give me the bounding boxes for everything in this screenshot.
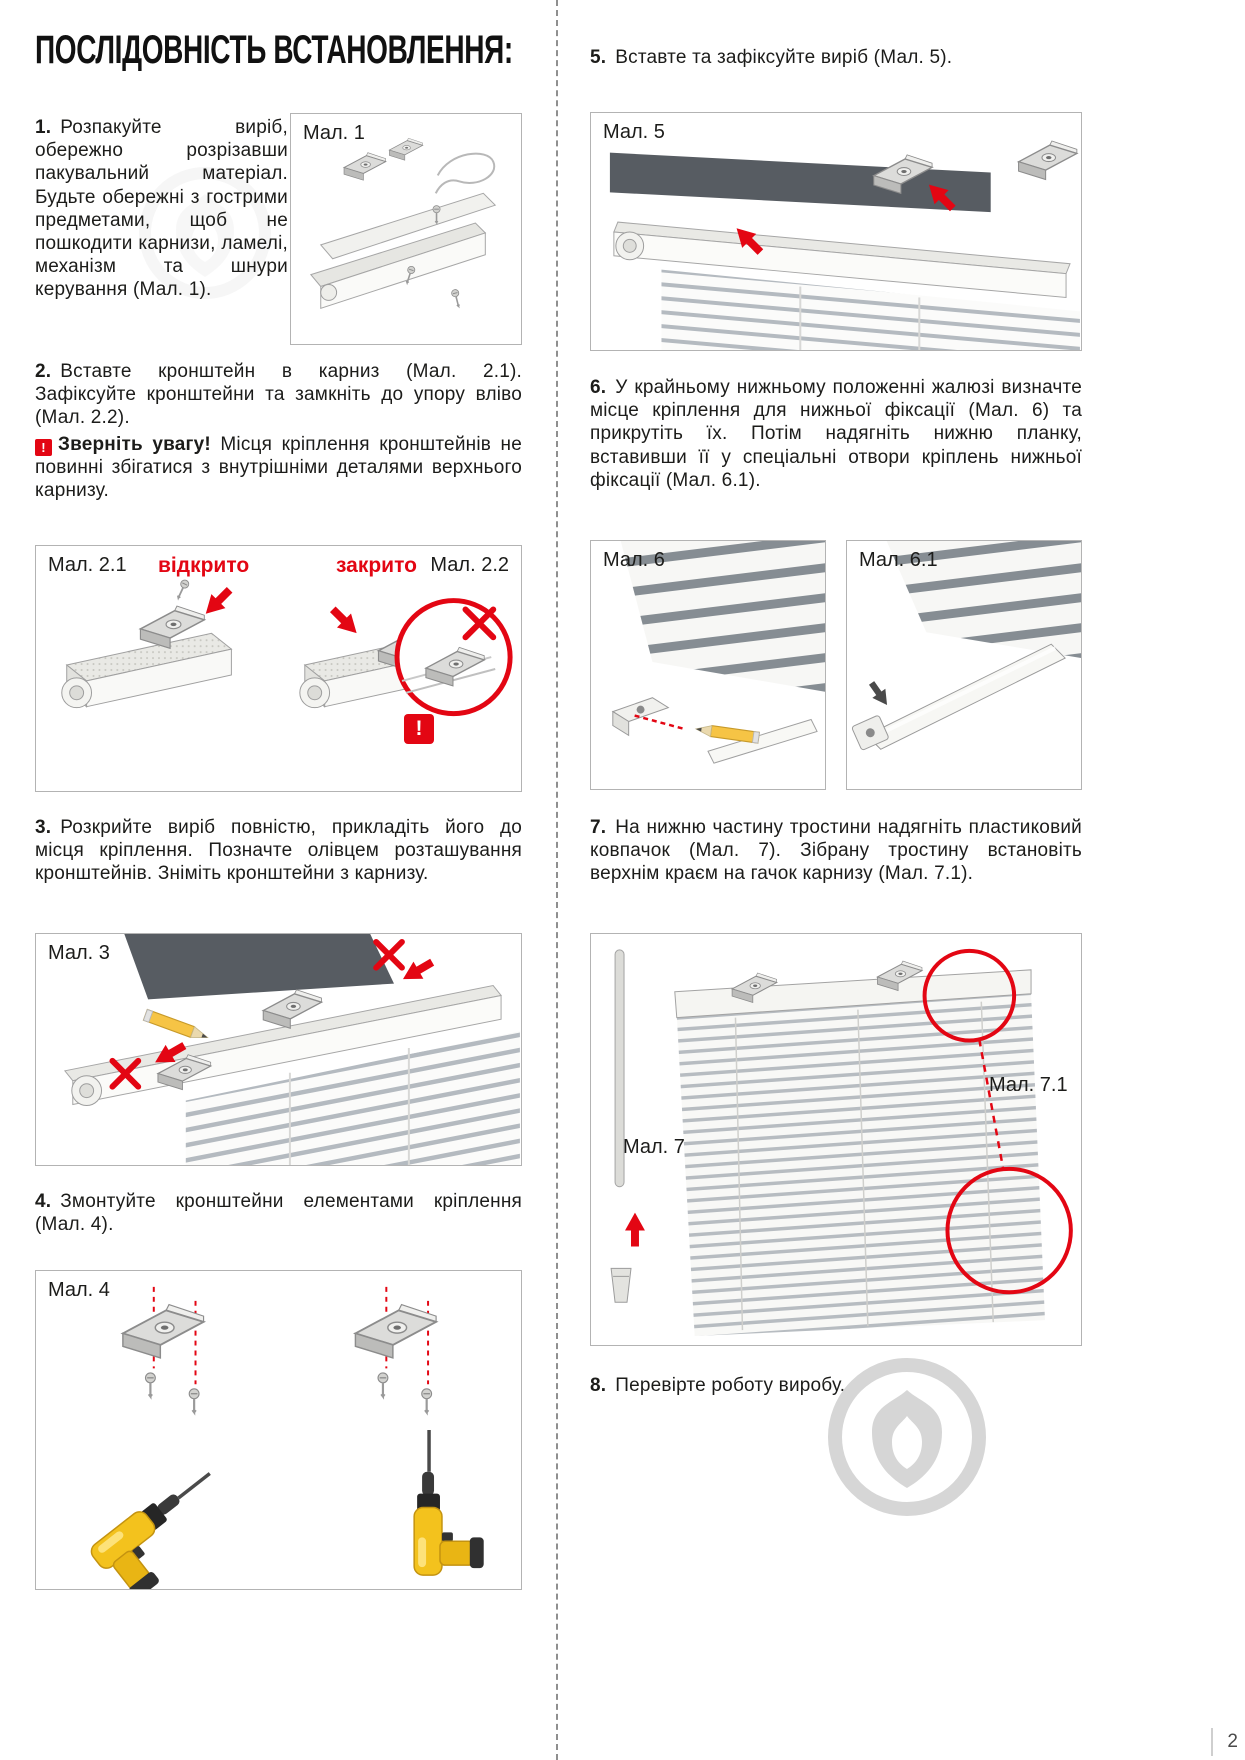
screw-icon bbox=[145, 1373, 155, 1397]
bracket-icon bbox=[389, 138, 422, 160]
bracket-mount-illustration bbox=[36, 546, 521, 791]
step-4-text: Змонтуйте кронштейни елементами кріплення (Мал. 4). bbox=[35, 1191, 522, 1236]
screw-icon bbox=[175, 579, 190, 600]
guide-line bbox=[635, 716, 687, 730]
figure-1 bbox=[290, 113, 522, 345]
bottom-rail bbox=[708, 720, 817, 764]
pencil-icon bbox=[143, 1010, 209, 1043]
step-5-text: Вставте та зафіксуйте виріб (Мал. 5). bbox=[615, 47, 953, 68]
warning-note bbox=[35, 433, 522, 503]
step-7-text: На нижню частину тростини надягніть пластиковий ковпачок (Мал. 7). Зібрану тростину встановіть верхнім краєм на гачок карнизу (Мал. 7.1). bbox=[590, 817, 1082, 885]
figure-7 bbox=[590, 933, 1082, 1346]
red-arrow-icon bbox=[398, 954, 437, 988]
figure-3 bbox=[35, 933, 522, 1166]
screw-icon bbox=[378, 1373, 388, 1397]
red-arrow-icon bbox=[326, 602, 364, 640]
screw-icon bbox=[422, 1389, 432, 1413]
blinds-slats bbox=[677, 994, 1045, 1336]
step-3-text: Розкрийте виріб повністю, прикладіть його до місця кріплення. Позначте олівцем розташування кронштейнів. Зніміть кронштейни з карнизу. bbox=[35, 817, 522, 885]
cornice-parts-illustration bbox=[291, 114, 521, 344]
step-2-text: Вставте кронштейн в карниз (Мал. 2.1). Зафіксуйте кронштейни та замкніть до упору вліво (Мал. 2.2). bbox=[35, 361, 522, 429]
step-5 bbox=[590, 46, 1082, 69]
drill-icon bbox=[88, 1462, 244, 1589]
bracket-icon bbox=[344, 153, 386, 181]
figure-7-1-label: Мал. 7.1 bbox=[989, 1074, 1068, 1096]
figure-2-1-label: Мал. 2.1 bbox=[48, 554, 127, 576]
step-7 bbox=[590, 816, 1082, 886]
closed-label: закрито bbox=[336, 554, 417, 577]
drilling-illustration bbox=[36, 1271, 521, 1589]
bracket-icon bbox=[1019, 141, 1077, 180]
step-7-number: 7. bbox=[590, 817, 607, 838]
step-1-text: Розпакуйте виріб, обережно розрізавши пакувальний матеріал. Будьте обережні з гострими предметами, щоб не пошкодити карнизи, ламелі, механізм та шнури керування (Мал. 1). bbox=[35, 117, 288, 301]
step-6-number: 6. bbox=[590, 377, 607, 398]
step-2-paragraph bbox=[35, 360, 522, 430]
step-4-number: 4. bbox=[35, 1191, 52, 1212]
step-8-number: 8. bbox=[590, 1375, 607, 1396]
column-divider bbox=[556, 0, 558, 1760]
figure-3-label: Мал. 3 bbox=[48, 942, 110, 964]
watermark-logo-bottom bbox=[820, 1350, 995, 1525]
step-2 bbox=[35, 360, 522, 502]
step-1-number: 1. bbox=[35, 117, 52, 138]
step-5-number: 5. bbox=[590, 47, 607, 68]
wrong-position-highlight bbox=[397, 601, 510, 714]
figure-4-label: Мал. 4 bbox=[48, 1279, 110, 1301]
page-title: ПОСЛІДОВНІСТЬ ВСТАНОВЛЕННЯ: bbox=[35, 28, 513, 72]
pencil-icon bbox=[695, 724, 759, 744]
red-arrow-icon bbox=[625, 1213, 645, 1247]
fixing-illustration bbox=[591, 113, 1081, 350]
figure-2 bbox=[35, 545, 522, 792]
figure-5 bbox=[590, 112, 1082, 351]
open-label: відкрито bbox=[158, 554, 250, 577]
warning-bold: Зверніть увагу! bbox=[58, 433, 211, 455]
page-number: 2 bbox=[1227, 1731, 1238, 1752]
step-8-text: Перевірте роботу виробу. bbox=[615, 1375, 846, 1396]
cornice-open-illustration bbox=[62, 579, 237, 708]
step-4 bbox=[35, 1190, 522, 1236]
screw-icon bbox=[451, 289, 462, 307]
figure-7-label: Мал. 7 bbox=[623, 1136, 685, 1158]
window-recess bbox=[610, 153, 991, 212]
step-2-number: 2. bbox=[35, 361, 52, 382]
bottom-fixation-illustration bbox=[591, 541, 825, 789]
step-6-text: У крайньому нижньому положенні жалюзі визначте місце кріплення для нижньої фіксації (Мал. 6) та прикрутіть їх. Потім надягніть нижню планку, вставивши її у спеціальні отвори кріплень нижньої фіксації (Мал. 6.1). bbox=[590, 377, 1082, 491]
screw-icon bbox=[189, 1389, 199, 1413]
arrow-icon bbox=[865, 678, 893, 709]
figure-2-2-label: Мал. 2.2 bbox=[430, 554, 509, 576]
figure-6-1 bbox=[846, 540, 1082, 790]
warning-icon: ! bbox=[35, 439, 52, 456]
warning-badge: ! bbox=[404, 714, 434, 744]
window-recess bbox=[124, 934, 394, 999]
figure-1-label: Мал. 1 bbox=[303, 122, 365, 144]
bracket-icon bbox=[123, 1305, 204, 1358]
step-3 bbox=[35, 816, 522, 886]
step-1 bbox=[35, 116, 288, 301]
warning-text: Місця кріплення кронштейнів не повинні збігатися з внутрішніми деталями верхнього карнизу. bbox=[35, 433, 522, 501]
step-3-number: 3. bbox=[35, 817, 52, 838]
figure-6-label: Мал. 6 bbox=[603, 549, 665, 571]
page-number-divider bbox=[1211, 1728, 1213, 1756]
bracket-icon bbox=[355, 1305, 436, 1358]
fixation-bracket bbox=[613, 698, 669, 736]
figure-6-1-label: Мал. 6.1 bbox=[859, 549, 938, 571]
marking-illustration bbox=[36, 934, 521, 1165]
figure-6 bbox=[590, 540, 826, 790]
step-6 bbox=[590, 376, 1082, 492]
figure-4 bbox=[35, 1270, 522, 1590]
figure-5-label: Мал. 5 bbox=[603, 121, 665, 143]
cap-icon bbox=[611, 1268, 631, 1302]
bottom-rail-illustration bbox=[847, 541, 1081, 789]
drill-icon bbox=[414, 1430, 484, 1575]
cord-loop-icon bbox=[436, 154, 494, 194]
